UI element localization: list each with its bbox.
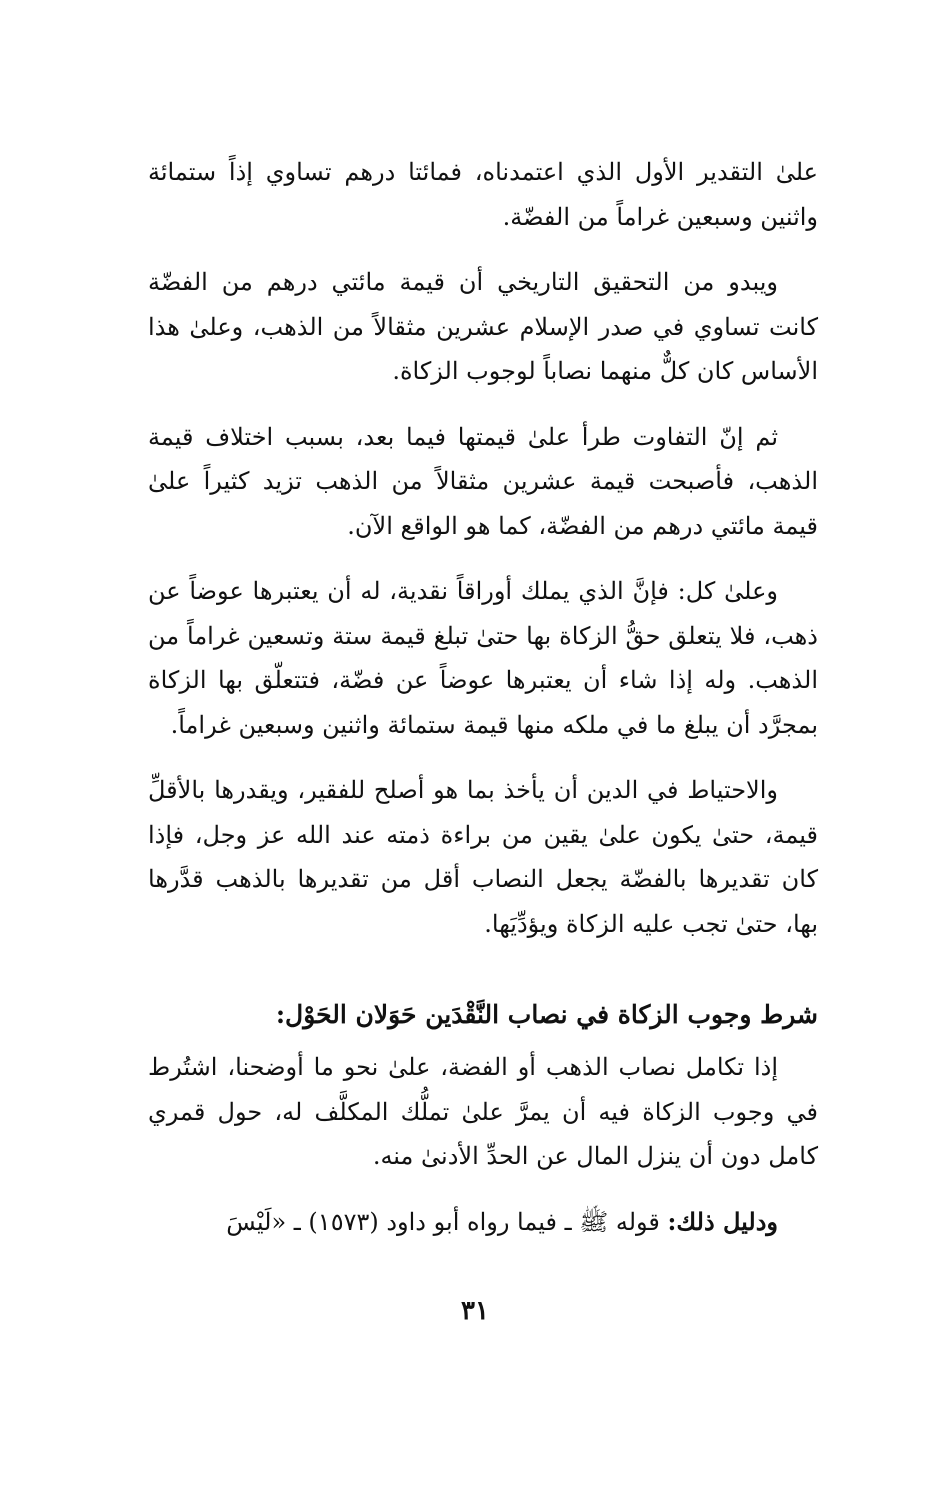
paragraph-3: ثم إنّ التفاوت طرأ علىٰ قيمتها فيما بعد، بسبب اختلاف قيمة الذهب، فأصبحت قيمة عشرين مثقالاً من الذهب تزيد كثيراً علىٰ قيمة مائتي درهم من الفضّة، كما هو الواقع الآن. [148,422,818,540]
evidence-text: قوله ﷺ ـ فيما رواه أبو داود (١٥٧٣) ـ «لَيْسَ [226,1207,660,1236]
page-body [148,150,818,1244]
section-paragraph: إذا تكامل نصاب الذهب أو الفضة، علىٰ نحو ما أوضحنا، اشتُرط في وجوب الزكاة فيه أن يمرَّ علىٰ تملُّك المكلَّف له، حول قمري كامل دون أن ينزل المال عن الحدِّ الأدنىٰ منه. [148,1053,818,1170]
evidence-label: ودليل ذلك: [667,1206,778,1236]
paragraph-4: وعلىٰ كل: فإنَّ الذي يملك أوراقاً نقدية، له أن يعتبرها عوضاً عن ذهب، فلا يتعلق حقُّ الزكاة بها حتىٰ تبلغ قيمة ستة وتسعين غراماً من الذهب. وله إذا شاء أن يعتبرها عوضاً عن فضّة، فتتعلّق بها الزكاة بمجرَّد أن يبلغ ما في ملكه منها قيمة ستمائة واثنين وسبعين غراماً. [148,577,818,739]
paragraph-1: علىٰ التقدير الأول الذي اعتمدناه، فمائتا درهم تساوي إذاً ستمائة واثنين وسبعين غراماً من الفضّة. [148,158,818,231]
page-number: ٣١ [461,1296,489,1326]
evidence-line [148,1200,818,1245]
paragraph-5: والاحتياط في الدين أن يأخذ بما هو أصلح للفقير، ويقدرها بالأقلِّ قيمة، حتىٰ يكون علىٰ يقين من براءة ذمته عند الله عز وجل، فإذا كان تقديرها بالفضّة يجعل النصاب أقل من تقديرها بالذهب قدَّرها بها، حتىٰ تجب عليه الزكاة ويؤدِّيَها. [148,776,819,938]
section-heading: شرط وجوب الزكاة في نصاب النَّقْدَين حَوَلان الحَوْل: [275,1000,818,1029]
paragraph-2: ويبدو من التحقيق التاريخي أن قيمة مائتي درهم من الفضّة كانت تساوي في صدر الإسلام عشرين مثقالاً من الذهب، وعلىٰ هذا الأساس كان كلٌّ منهما نصاباً لوجوب الزكاة. [148,268,818,385]
